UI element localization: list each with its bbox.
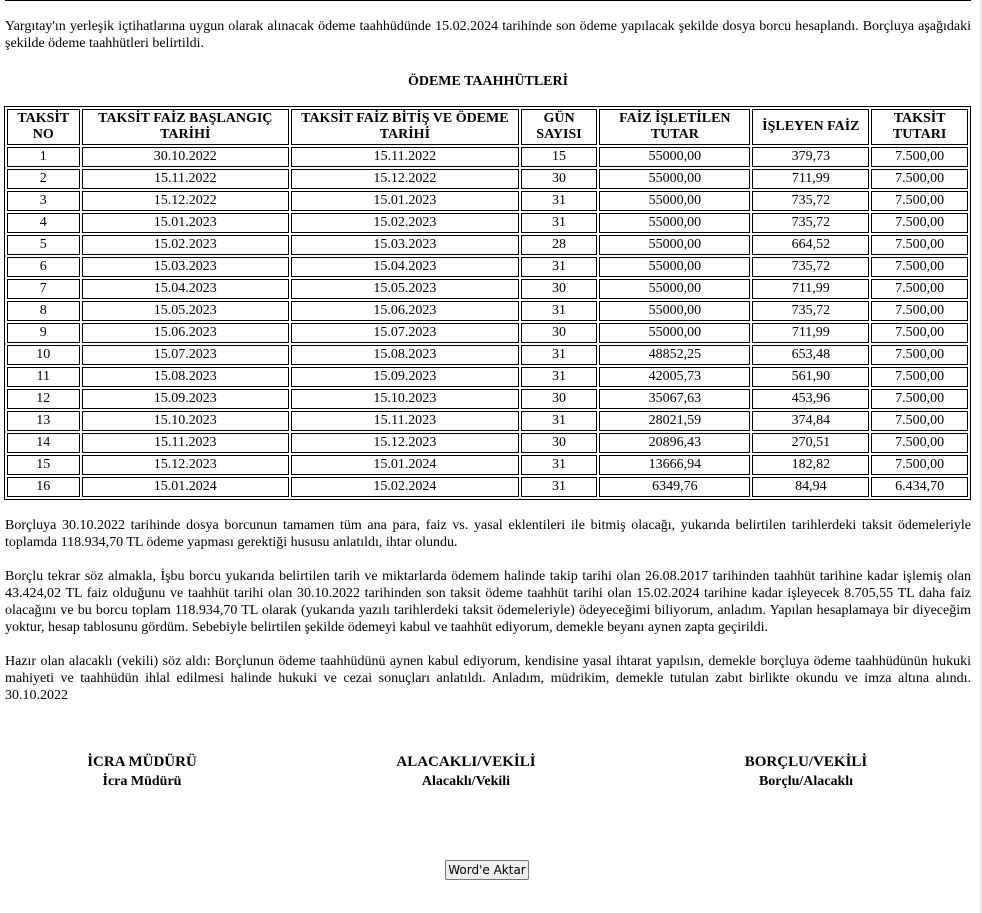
table-cell: 31 [521, 411, 598, 431]
table-cell: 10 [7, 345, 80, 365]
signature-role: ALACAKLI/VEKİLİ [396, 754, 536, 770]
table-row [7, 279, 968, 299]
table-cell: 15.03.2023 [82, 257, 290, 277]
table-cell: 15.12.2023 [82, 455, 290, 475]
signature-borclu [676, 752, 936, 792]
table-cell: 15.08.2023 [82, 367, 290, 387]
table-cell: 13 [7, 411, 80, 431]
table-cell: 453,96 [752, 389, 869, 409]
table-cell: 31 [521, 367, 598, 387]
table-cell: 15 [7, 455, 80, 475]
table-cell: 6.434,70 [871, 477, 968, 497]
table-row [7, 389, 968, 409]
table-cell: 15.11.2022 [82, 169, 290, 189]
table-row [7, 411, 968, 431]
table-cell: 12 [7, 389, 80, 409]
table-row [7, 257, 968, 277]
table-cell: 84,94 [752, 477, 869, 497]
table-cell: 15.02.2023 [82, 235, 290, 255]
table-cell: 20896,43 [599, 433, 750, 453]
signature-block [0, 752, 966, 792]
table-row [7, 455, 968, 475]
table-cell: 7.500,00 [871, 433, 968, 453]
signature-name: Alacaklı/Vekili [421, 774, 511, 789]
table-cell: 14 [7, 433, 80, 453]
table-row [7, 301, 968, 321]
table-cell: 15.04.2023 [291, 257, 519, 277]
table-cell: 15.03.2023 [291, 235, 519, 255]
column-header: GÜN SAYISI [521, 109, 598, 145]
table-cell: 28021,59 [599, 411, 750, 431]
table-cell: 735,72 [752, 301, 869, 321]
table-cell: 15.07.2023 [291, 323, 519, 343]
paragraph-warning: Borçluya 30.10.2022 tarihinde dosya borcunun tamamen tüm ana para, faiz vs. yasal eklentileri ile bitmiş olacağı, yukarıda belirtilen tarihlerdeki taksit ödemeleriyle toplamda 118.934,70 TL ödeme yapması gerektiği hususu anlatıldı, ihtar olundu. [5, 518, 971, 550]
table-cell: 48852,25 [599, 345, 750, 365]
signature-alacakli [336, 752, 596, 792]
table-cell: 7.500,00 [871, 411, 968, 431]
table-cell: 30 [521, 279, 598, 299]
table-cell: 30 [521, 433, 598, 453]
export-word-button[interactable]: Word'e Aktar [445, 860, 529, 880]
paragraph-creditor-statement: Hazır olan alacaklı (vekili) söz aldı: Borçlunun ödeme taahhüdünü aynen kabul ediyorum, kendisine yasal ihtarat yapılsın, demekle borçluya ödeme taahhüdünün hukuki mahiyeti ve taahhüdün ihlal edilmesi halinde hukuki ve cezai sonuçları anlatıldı. Anladım, müdrikim, demekle tutulan zabıt birlikte okundu ve imza altına alındı. 30.10.2022 [5, 654, 971, 703]
table-cell: 15.10.2023 [82, 411, 290, 431]
table-cell: 55000,00 [599, 257, 750, 277]
table-cell: 7 [7, 279, 80, 299]
table-cell: 15.01.2023 [82, 213, 290, 233]
table-cell: 7.500,00 [871, 169, 968, 189]
table-cell: 15 [521, 147, 598, 167]
table-cell: 31 [521, 213, 598, 233]
table-cell: 374,84 [752, 411, 869, 431]
table-row [7, 147, 968, 167]
table-cell: 7.500,00 [871, 455, 968, 475]
table-cell: 13666,94 [599, 455, 750, 475]
table-cell: 55000,00 [599, 235, 750, 255]
signature-name: Borçlu/Alacaklı [758, 774, 854, 789]
table-cell: 31 [521, 477, 598, 497]
intro-paragraph: Yargıtay'ın yerleşik içtihatlarına uygun olarak alınacak ödeme taahhüdünde 15.02.2024 tarihinde son ödeme yapılacak şekilde dosya borcu hesaplandı. Borçluya aşağıdaki şekilde ödeme taahhütleri belirtildi. [5, 19, 971, 51]
table-cell: 15.01.2024 [82, 477, 290, 497]
table-cell: 42005,73 [599, 367, 750, 387]
table-cell: 30 [521, 169, 598, 189]
table-cell: 7.500,00 [871, 213, 968, 233]
signature-role: BORÇLU/VEKİLİ [744, 754, 868, 770]
table-title: ÖDEME TAAHHÜTLERİ [407, 74, 569, 89]
table-cell: 15.09.2023 [291, 367, 519, 387]
table-row [7, 477, 968, 497]
table-body [7, 147, 968, 497]
table-cell: 15.01.2024 [291, 455, 519, 475]
table-cell: 55000,00 [599, 191, 750, 211]
table-cell: 15.11.2023 [82, 433, 290, 453]
table-cell: 5 [7, 235, 80, 255]
column-header: İŞLEYEN FAİZ [752, 109, 869, 145]
table-cell: 15.12.2022 [82, 191, 290, 211]
table-cell: 30 [521, 389, 598, 409]
table-cell: 55000,00 [599, 279, 750, 299]
table-cell: 7.500,00 [871, 367, 968, 387]
column-header: FAİZ İŞLETİLEN TUTAR [599, 109, 750, 145]
table-cell: 379,73 [752, 147, 869, 167]
table-cell: 7.500,00 [871, 147, 968, 167]
column-header: TAKSİT FAİZ BİTİŞ VE ÖDEME TARİHİ [291, 109, 519, 145]
table-cell: 8 [7, 301, 80, 321]
table-cell: 16 [7, 477, 80, 497]
table-cell: 15.09.2023 [82, 389, 290, 409]
table-cell: 15.02.2023 [291, 213, 519, 233]
table-cell: 735,72 [752, 257, 869, 277]
table-cell: 31 [521, 301, 598, 321]
column-header: TAKSİT FAİZ BAŞLANGIÇ TARİHİ [82, 109, 290, 145]
table-cell: 31 [521, 455, 598, 475]
signature-icra-mudur [12, 752, 272, 792]
table-cell: 711,99 [752, 279, 869, 299]
table-cell: 270,51 [752, 433, 869, 453]
table-cell: 9 [7, 323, 80, 343]
table-cell: 15.11.2023 [291, 411, 519, 431]
document-body [5, 18, 971, 704]
table-cell: 55000,00 [599, 301, 750, 321]
table-cell: 7.500,00 [871, 345, 968, 365]
table-cell: 31 [521, 257, 598, 277]
table-cell: 7.500,00 [871, 257, 968, 277]
table-cell: 7.500,00 [871, 389, 968, 409]
table-row [7, 323, 968, 343]
table-cell: 182,82 [752, 455, 869, 475]
table-cell: 55000,00 [599, 169, 750, 189]
table-cell: 6349,76 [599, 477, 750, 497]
table-cell: 711,99 [752, 323, 869, 343]
table-cell: 653,48 [752, 345, 869, 365]
table-cell: 30.10.2022 [82, 147, 290, 167]
table-header-row [7, 109, 968, 145]
paragraph-debtor-statement: Borçlu tekrar söz almakla, İşbu borcu yukarıda belirtilen tarih ve miktarlarda ödemem halinde takip tarihi olan 26.08.2017 tarihinden taahhüt tarihine kadar işlemiş olan 43.424,02 TL faiz olduğunu ve taahhüt tarihi olan 30.10.2022 tarihinden son taksit ödeme taahhüt tarihi olan 15.02.2024 tarihine kadar işleyecek 8.705,55 TL daha faiz olacağını ve bu borcu toplam 118.934,70 TL olarak (yukarıda yazılı tarihlerdeki taksit ödemeleriyle) ödeyeceğimi biliyorum, anladım. Yapılan hesaplamaya bir diyeceğim yoktur, hesap tablosunu gördüm. Sebebiyle belirtilen şekilde ödemeyi kabul ve taahhüt ediyorum, demekle beyanı aynen zapta geçirildi. [5, 569, 971, 635]
table-cell: 55000,00 [599, 213, 750, 233]
table-cell: 7.500,00 [871, 279, 968, 299]
table-row [7, 169, 968, 189]
table-cell: 11 [7, 367, 80, 387]
table-cell: 7.500,00 [871, 191, 968, 211]
table-cell: 30 [521, 323, 598, 343]
table-cell: 15.01.2023 [291, 191, 519, 211]
table-cell: 15.05.2023 [291, 279, 519, 299]
column-header: TAKSİT NO [7, 109, 80, 145]
column-header: TAKSİT TUTARI [871, 109, 968, 145]
table-cell: 15.05.2023 [82, 301, 290, 321]
table-cell: 15.12.2023 [291, 433, 519, 453]
table-cell: 15.08.2023 [291, 345, 519, 365]
table-cell: 15.11.2022 [291, 147, 519, 167]
table-cell: 6 [7, 257, 80, 277]
table-cell: 15.10.2023 [291, 389, 519, 409]
table-cell: 4 [7, 213, 80, 233]
table-cell: 15.07.2023 [82, 345, 290, 365]
table-cell: 711,99 [752, 169, 869, 189]
table-cell: 3 [7, 191, 80, 211]
table-cell: 15.12.2022 [291, 169, 519, 189]
table-row [7, 345, 968, 365]
table-cell: 7.500,00 [871, 301, 968, 321]
table-cell: 735,72 [752, 213, 869, 233]
signature-role: İCRA MÜDÜRÜ [87, 754, 197, 770]
table-cell: 664,52 [752, 235, 869, 255]
table-cell: 561,90 [752, 367, 869, 387]
table-cell: 35067,63 [599, 389, 750, 409]
signature-name: İcra Müdürü [102, 774, 182, 789]
table-cell: 1 [7, 147, 80, 167]
table-cell: 7.500,00 [871, 323, 968, 343]
table-row [7, 367, 968, 387]
table-row [7, 235, 968, 255]
table-cell: 15.02.2024 [291, 477, 519, 497]
table-cell: 15.06.2023 [291, 301, 519, 321]
table-cell: 31 [521, 191, 598, 211]
table-cell: 55000,00 [599, 323, 750, 343]
payment-plan-table [4, 106, 971, 500]
table-row [7, 191, 968, 211]
table-cell: 28 [521, 235, 598, 255]
table-cell: 31 [521, 345, 598, 365]
table-cell: 55000,00 [599, 147, 750, 167]
top-divider [5, 0, 971, 1]
table-row [7, 433, 968, 453]
table-row [7, 213, 968, 233]
table-cell: 15.06.2023 [82, 323, 290, 343]
table-cell: 7.500,00 [871, 235, 968, 255]
table-cell: 15.04.2023 [82, 279, 290, 299]
table-cell: 2 [7, 169, 80, 189]
table-cell: 735,72 [752, 191, 869, 211]
